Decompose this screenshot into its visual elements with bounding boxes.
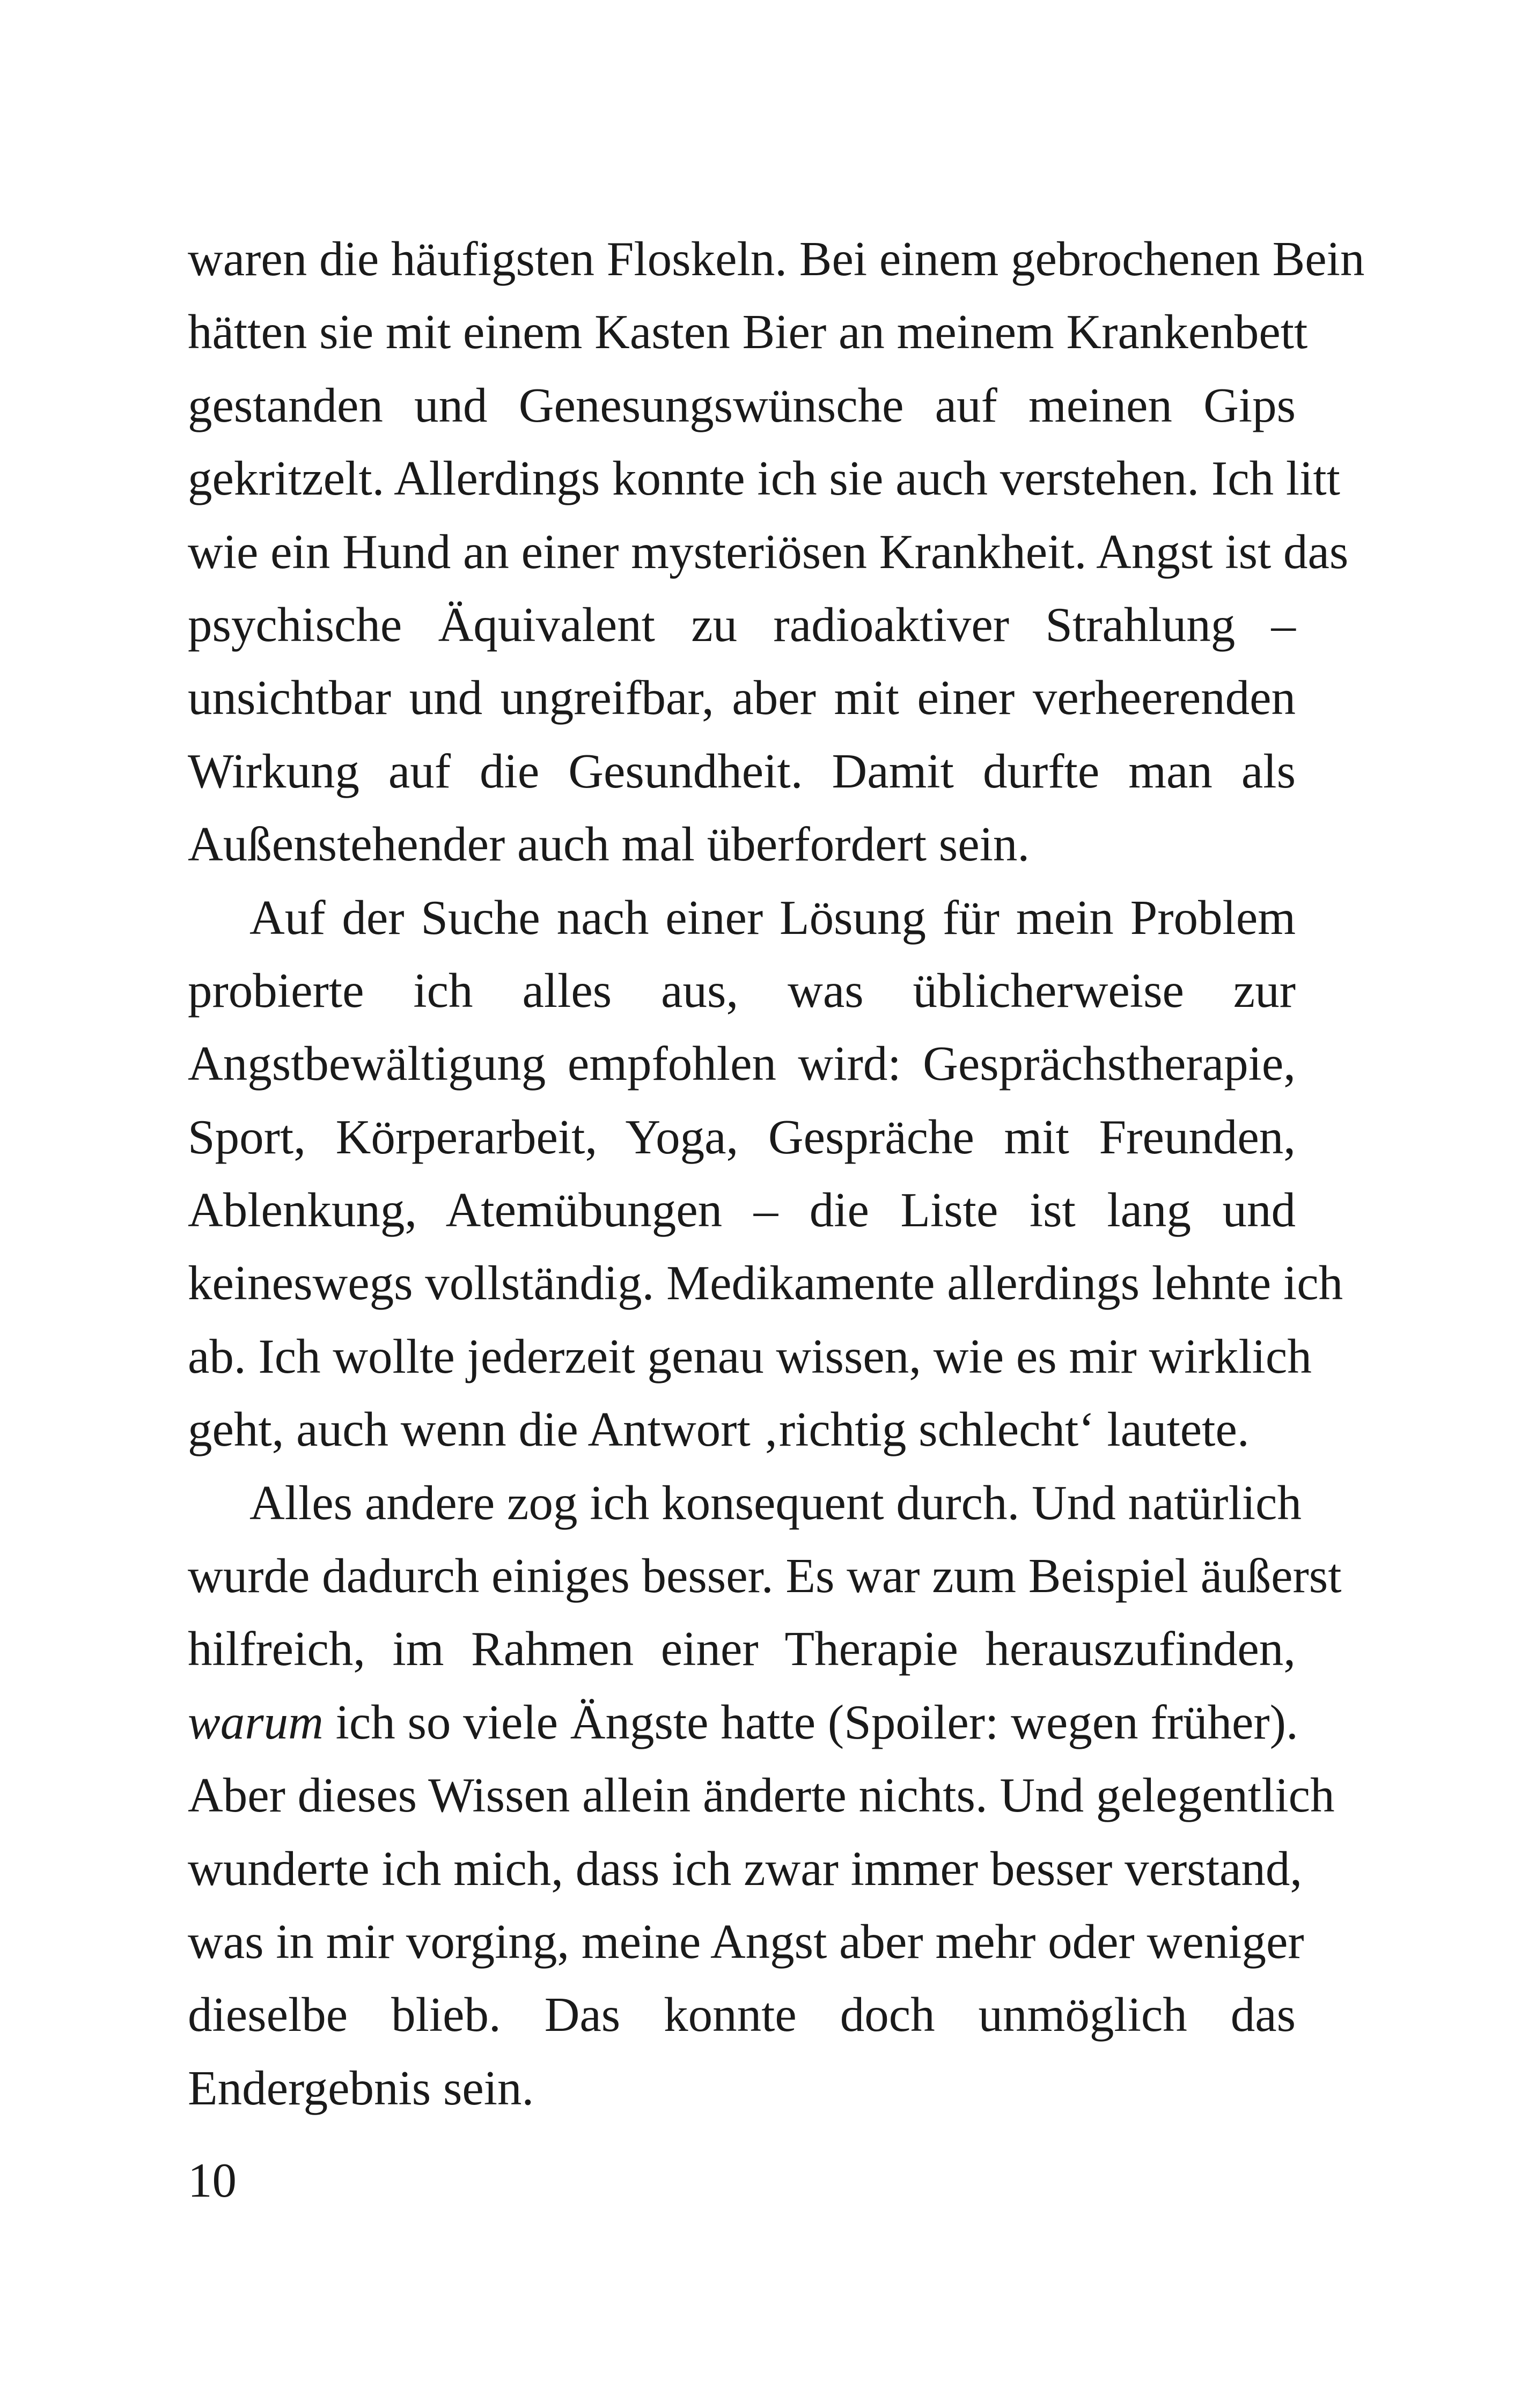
text-line: wurde dadurch einiges besser. Es war zum Beispiel äußerst: [188, 1549, 1342, 1603]
text-line: geht, auch wenn die Antwort ‚richtig schlecht‘ lautete.: [188, 1402, 1250, 1457]
text-line: hätten sie mit einem Kasten Bier an meinem Krankenbett: [188, 305, 1308, 359]
text-line: Außenstehender auch mal überfordert sein.: [188, 817, 1030, 872]
text-line: was in mir vorging, meine Angst aber mehr oder weniger: [188, 1914, 1304, 1969]
text-line: gekritzelt. Allerdings konnte ich sie auch verstehen. Ich litt: [188, 451, 1340, 506]
text-line: Alles andere zog ich konsequent durch. Und natürlich: [249, 1475, 1302, 1530]
text-line: dieselbe blieb. Das konnte doch unmöglich das: [188, 1987, 1296, 2042]
text-line: Auf der Suche nach einer Lösung für mein Problem: [249, 890, 1296, 945]
text-line: hilfreich, im Rahmen einer Therapie herauszufinden,: [188, 1622, 1296, 1676]
body-text: [188, 223, 1365, 2125]
text-line: ab. Ich wollte jederzeit genau wissen, wie es mir wirklich: [188, 1329, 1312, 1383]
text-line: wie ein Hund an einer mysteriösen Krankheit. Angst ist das: [188, 524, 1349, 579]
page-number: 10: [188, 2153, 237, 2207]
text-line: Endergebnis sein.: [188, 2060, 534, 2115]
paragraph-1: [188, 223, 1365, 881]
text-line: Angstbewältigung empfohlen wird: Gesprächstherapie,: [188, 1036, 1296, 1091]
text-line: gestanden und Genesungswünsche auf meinen Gips: [188, 378, 1296, 432]
text-line: [188, 1686, 1296, 1759]
text-line: wunderte ich mich, dass ich zwar immer besser verstand,: [188, 1841, 1303, 1896]
text-line: waren die häufigsten Floskeln. Bei einem gebrochenen Bein: [188, 232, 1365, 286]
paragraph-2: [188, 881, 1343, 1467]
italic-emphasis: warum: [188, 1695, 324, 1749]
text-segment: ich so viele Ängste hatte (Spoiler: wegen früher).: [323, 1695, 1298, 1749]
text-line: Aber dieses Wissen allein änderte nichts. Und gelegentlich: [188, 1768, 1335, 1823]
text-line: Ablenkung, Atemübungen – die Liste ist lang und: [188, 1183, 1296, 1238]
text-line: probierte ich alles aus, was üblicherweise zur: [188, 963, 1296, 1018]
text-line: Wirkung auf die Gesundheit. Damit durfte man als: [188, 743, 1296, 798]
text-line: Sport, Körperarbeit, Yoga, Gespräche mit Freunden,: [188, 1109, 1296, 1164]
paragraph-3: [188, 1467, 1342, 2125]
text-line: unsichtbar und ungreifbar, aber mit einer verheerenden: [188, 671, 1296, 725]
text-line: psychische Äquivalent zu radioaktiver Strahlung –: [188, 597, 1296, 652]
text-line: keineswegs vollständig. Medikamente allerdings lehnte ich: [188, 1256, 1343, 1310]
